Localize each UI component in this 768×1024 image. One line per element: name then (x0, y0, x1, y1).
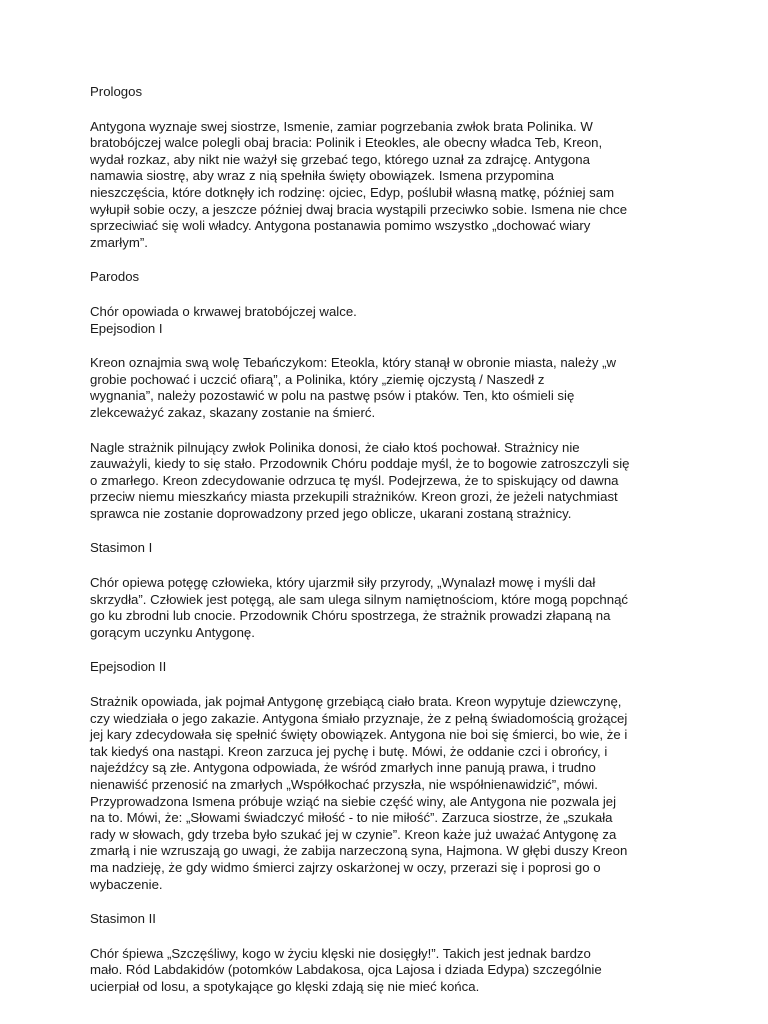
text-line: Antygona wyznaje swej siostrze, Ismenie, zamiar pogrzebania zwłok brata Polinika. W (90, 118, 593, 134)
paragraph (90, 440, 690, 523)
text-line: wydał rozkaz, aby nikt nie ważył się grzebać tego, którego uznał za zdrajcę. Antygona (90, 151, 590, 167)
text-line: Epejsodion I (90, 320, 163, 336)
text-line: nieszczęścia, które dotknęły ich rodzinę: ojciec, Edyp, poślubił własną matkę, później sam (90, 184, 615, 200)
text-line: go ku zbrodni lub cnocie. Przodownik Chóru spostrzega, że strażnik prowadzi złapaną na (90, 608, 611, 624)
text-line: wyłupił sobie oczy, a jeszcze później dwaj bracia wystąpili przeciwko sobie. Ismena nie chce (90, 201, 628, 217)
paragraph-spacer (90, 337, 690, 355)
paragraph (90, 119, 690, 252)
text-line: skrzydła”. Człowiek jest potęgą, ale sam ulega silnym namiętnościom, które mogą popchnąć (90, 591, 629, 607)
text-line: namawia siostrę, aby wraz z nią spełniła święty obowiązek. Ismena przypomina (90, 168, 554, 184)
text-line: najeźdźcy są złe. Antygona odpowiada, że wśród zmarłych inne panują prawa, i trudno (90, 760, 596, 776)
text-line: Kreon oznajmia swą wolę Tebańczykom: Eteokla, który stanął w obronie miasta, należy „w (90, 355, 617, 371)
text-line: wygnania”, należy pozostawić w polu na pastwę psów i ptaków. Ten, kto ośmieli się (90, 388, 575, 404)
paragraph (90, 694, 690, 893)
text-line: zlekceważyć zakaz, skazany zostanie na śmierć. (90, 404, 376, 420)
text-line: tak kiedyś ona nastąpi. Kreon zarzuca jej pychę i butę. Mówi, że oddanie czci i obrońcy, i (90, 743, 608, 759)
section-heading: Parodos (90, 269, 140, 285)
paragraph (90, 304, 690, 337)
text-line: na to. Mówi, że: „Słowami świadczyć miłość - to nie miłość”. Zarzuca siostrze, że „szukała (90, 810, 613, 826)
text-line: zmarłym”. (90, 234, 148, 250)
text-line: o zmarłego. Kreon zdecydowanie odrzuca tę myśl. Podejrzewa, że to spiskujący od dawna (90, 472, 619, 488)
document-page (90, 84, 690, 1014)
text-line: wybaczenie. (90, 876, 163, 892)
paragraph (90, 575, 690, 641)
text-line: Chór opiewa potęgę człowieka, który ujarzmił siły przyrody, „Wynalazł mowę i myśli dał (90, 575, 596, 591)
text-line: rady w słowach, gdy trzeba było szukać jej w czynie”. Kreon każe już uważać Antygonę za (90, 826, 617, 842)
section-heading: Stasimon II (90, 911, 156, 927)
text-line: jej kary zdecydowała się spełnić święty obowiązek. Antygona nie boi się śmierci, bo wie, że i (90, 727, 628, 743)
text-line: bratobójczej walce polegli obaj bracia: Polinik i Eteokles, ale obecny władca Teb, Kreon, (90, 135, 603, 151)
text-line: Chór opowiada o krwawej bratobójczej walce. (90, 303, 357, 319)
text-line: gorącym uczynku Antygonę. (90, 624, 255, 640)
text-line: Przyprowadzona Ismena próbuje wziąć na siebie część winy, ale Antygona nie pozwala jej (90, 793, 617, 809)
text-line: czy wiedziała o jego zakazie. Antygona śmiało przyznaje, że z pełną świadomością grożącej (90, 710, 628, 726)
paragraph (90, 355, 690, 421)
text-line: zauważyli, kiedy to się stało. Przodownik Chóru poddaje myśl, że to bogowie zatroszczyli się (90, 456, 630, 472)
text-line: sprzeciwiać się woli władcy. Antygona postanawia pomimo wszystko „dochować wiary (90, 218, 591, 234)
text-line: sprawca nie zostanie doprowadzony przed jego oblicze, ukarani zostaną strażnicy. (90, 505, 572, 521)
text-line: Strażnik opowiada, jak pojmał Antygonę grzebiącą ciało brata. Kreon wypytuje dziewczynę, (90, 694, 622, 710)
text-line: mało. Ród Labdakidów (potomków Labdakosa, ojca Lajosa i dziada Edypa) szczególnie (90, 962, 602, 978)
text-line: Chór śpiewa „Szczęśliwy, kogo w życiu klęski nie dosięgły!”. Takich jest jednak bardzo (90, 945, 591, 961)
section-heading: Stasimon I (90, 540, 153, 556)
text-line: ucierpiał od losu, a spotykające go klęski zdają się nie mieć końca. (90, 978, 480, 994)
section-heading: Epejsodion II (90, 659, 167, 675)
text-line: przeciw niemu mieszkańcy miasta przekupili strażników. Kreon grozi, że jeżeli natychmiast (90, 489, 618, 505)
paragraph (90, 946, 690, 996)
section-heading: Prologos (90, 84, 143, 99)
text-line: ma nadzieję, że gdy widmo śmierci zajrzy oskarżonej w oczy, przerazi się i poprosi go o (90, 859, 601, 875)
text-line: nienawiść przenosić na zmarłych „Współkochać przyszła, nie współnienawidzić”, mówi. (90, 777, 598, 792)
text-line: Nagle strażnik pilnujący zwłok Polinika donosi, że ciało ktoś pochował. Strażnicy nie (90, 439, 580, 455)
text-line: zmarłą i nie wzruszają go uwagi, że zabija narzeczoną syna, Hajmona. W głębi duszy Kreon (90, 843, 628, 859)
text-line: grobie pochować i uczcić ofiarą”, a Polinika, który „ziemię ojczystą / Naszedł z (90, 371, 545, 387)
